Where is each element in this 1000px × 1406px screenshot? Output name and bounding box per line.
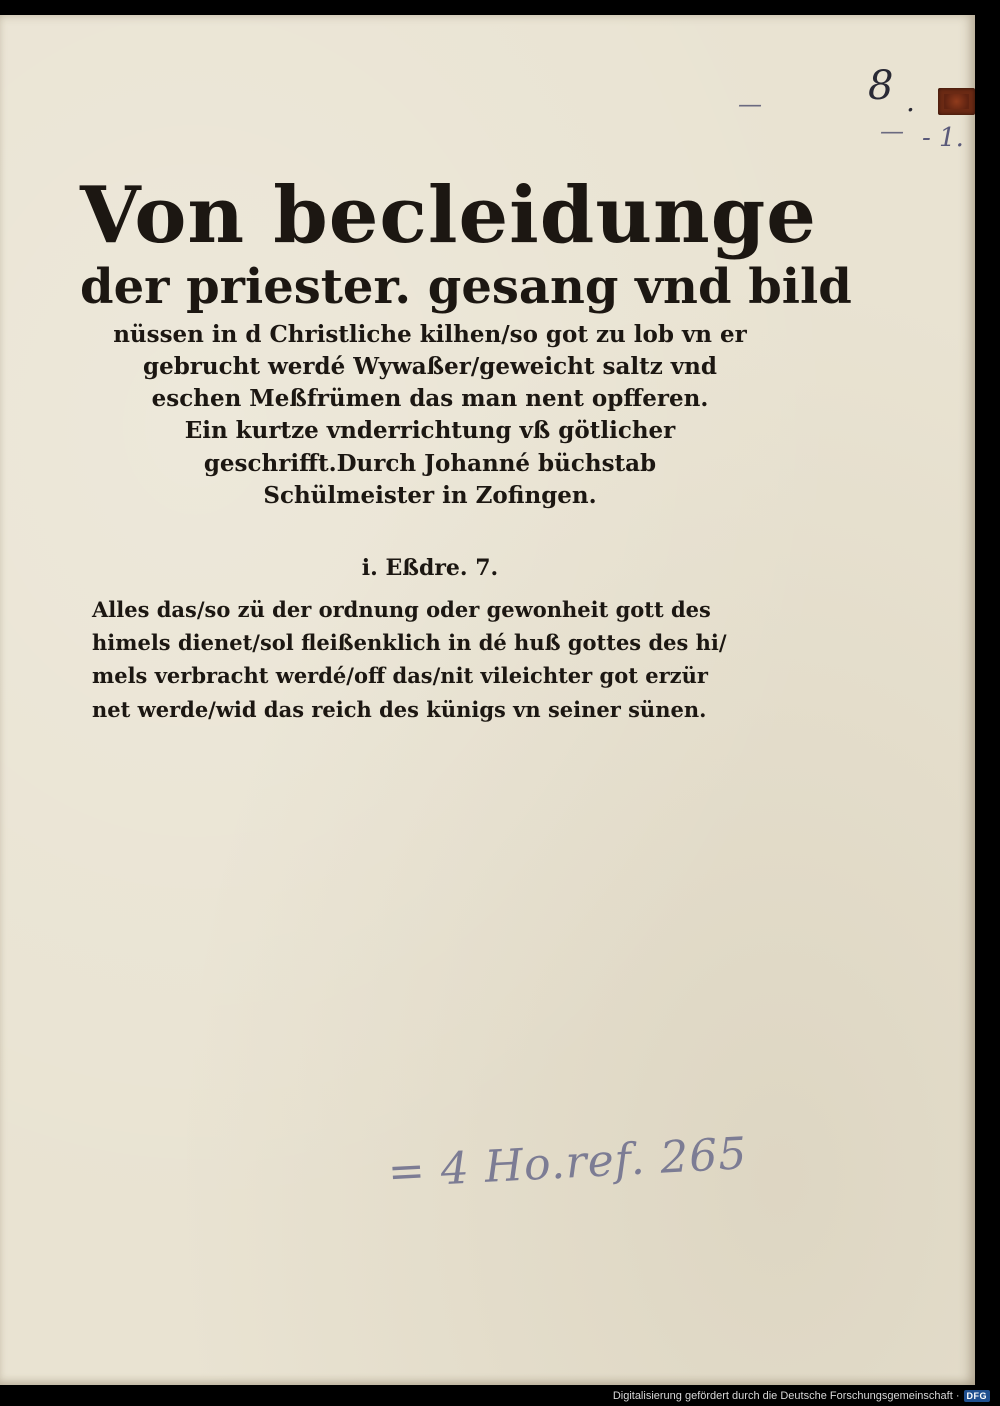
quote-line: Alles das/so zü der ordnung oder gewonheit gott des [92, 597, 711, 622]
credit-text: Digitalisierung gefördert durch die Deutsche Forschungsgemeinschaft · [612, 1390, 960, 1402]
folio-number: - 1. [922, 123, 964, 153]
title-block [80, 170, 852, 512]
dfg-logo-icon: DFG [964, 1390, 991, 1402]
title-line: nüssen in d Christliche kilhen/so got zu lob vn er [113, 320, 747, 348]
scripture-quote [92, 593, 772, 726]
quote-line: mels verbracht werdé/off das/nit vileichter got erzür [92, 663, 708, 689]
scripture-citation: i. Eßdre. 7. [361, 555, 499, 581]
digitization-credit [613, 1390, 990, 1402]
pencil-dash-mark: — [880, 117, 904, 145]
quote-line: net werde/wid das reich des künigs vn seiner sünen. [92, 696, 707, 722]
title-heading: Von becleidunge [80, 170, 817, 261]
title-line: Schülmeister in Zofingen. [263, 481, 597, 509]
folio-dot: . [906, 85, 915, 118]
title-line: Ein kurtze vnderrichtung vß götlicher [184, 417, 676, 445]
title-line: geschrifft.Durch Johanné büchstab [203, 449, 657, 477]
quote-line: himels dienet/sol fleißenklich in dé huß gottes des hi/ [92, 630, 727, 656]
title-line: eschen Meßfrümen das man nent opfferen. [151, 385, 709, 413]
title-body [80, 319, 780, 512]
book-page [0, 15, 975, 1385]
page-tab-marker [938, 88, 975, 115]
pencil-dash-mark: — [738, 90, 762, 118]
title-subheading: der priester. gesang vnd bild [80, 258, 852, 315]
folio-mark: 8 [868, 63, 894, 109]
shelfmark-annotation: = 4 Ho.ref. 265 [386, 1128, 749, 1198]
title-line: gebrucht werdé Wywaßer/geweicht saltz vnd [143, 353, 717, 381]
